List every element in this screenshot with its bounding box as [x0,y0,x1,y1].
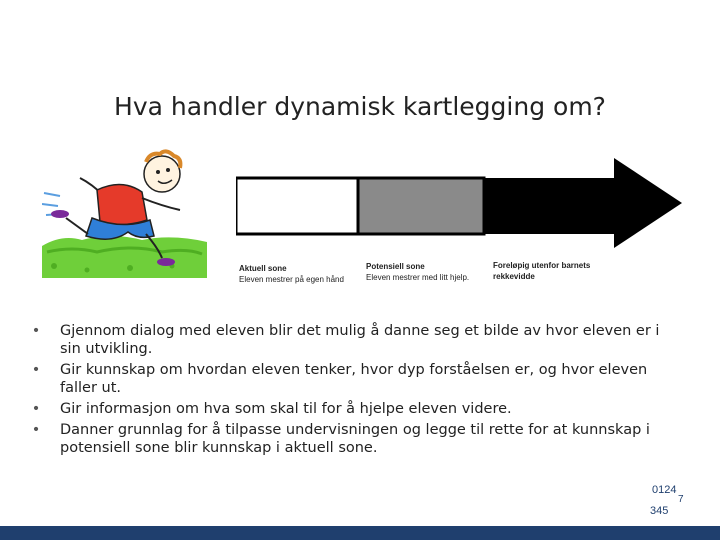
zone-description: Eleven mestrer på egen hånd [239,275,344,284]
shirt-shape [97,184,147,224]
logo-line: 0124 [652,484,677,496]
bullet-text: Gir informasjon om hva som skal til for å hjelpe eleven videre. [60,401,512,417]
page-title: Hva handler dynamisk kartlegging om? [114,92,606,121]
bullet-dot-icon: • [31,323,41,339]
bullet-text: Danner grunnlag for å tilpasse undervisningen og legge til rette for at kunnskap i potensiell sone blir kunnskap i aktuell sone. [60,422,650,456]
bullet-text: Gir kunnskap om hvordan eleven tenker, hvor dyp forståelsen er, og hvor eleven faller ut. [60,362,648,396]
zone-heading: Potensiell sone [366,262,425,271]
zone-description: Eleven mestrer med litt hjelp. [366,273,470,282]
zone-label-potential [366,261,476,283]
bullet-item [28,322,668,358]
zone-heading: Aktuell sone [239,264,287,273]
bullet-item [28,421,668,457]
bullet-dot-icon: • [31,362,41,378]
numbers-logo-icon [646,482,686,518]
zone-segment-beyond-arrow [484,158,682,248]
bullet-item [28,400,668,418]
zone-label-actual [239,263,349,285]
bullet-list [28,322,668,460]
head-shape [144,156,180,192]
zone-heading: Foreløpig utenfor barnets rekkevidde [493,261,591,281]
zone-segment-actual [236,178,358,234]
bullet-text: Gjennom dialog med eleven blir det mulig å danne seg et bilde av hvor eleven er i sin utvikling. [60,323,660,357]
bullet-item [28,361,668,397]
logo-line: 345 [650,505,669,517]
zone-arrow-bar [236,158,682,248]
zone-label-beyond [493,260,613,282]
bullet-dot-icon: • [31,401,41,417]
grass-shape [42,236,207,278]
logo-line: 7 [678,494,684,505]
zone-segment-potential [358,178,484,234]
bullet-dot-icon: • [31,422,41,438]
footer-band [0,526,720,540]
running-boy-illustration [42,148,207,278]
